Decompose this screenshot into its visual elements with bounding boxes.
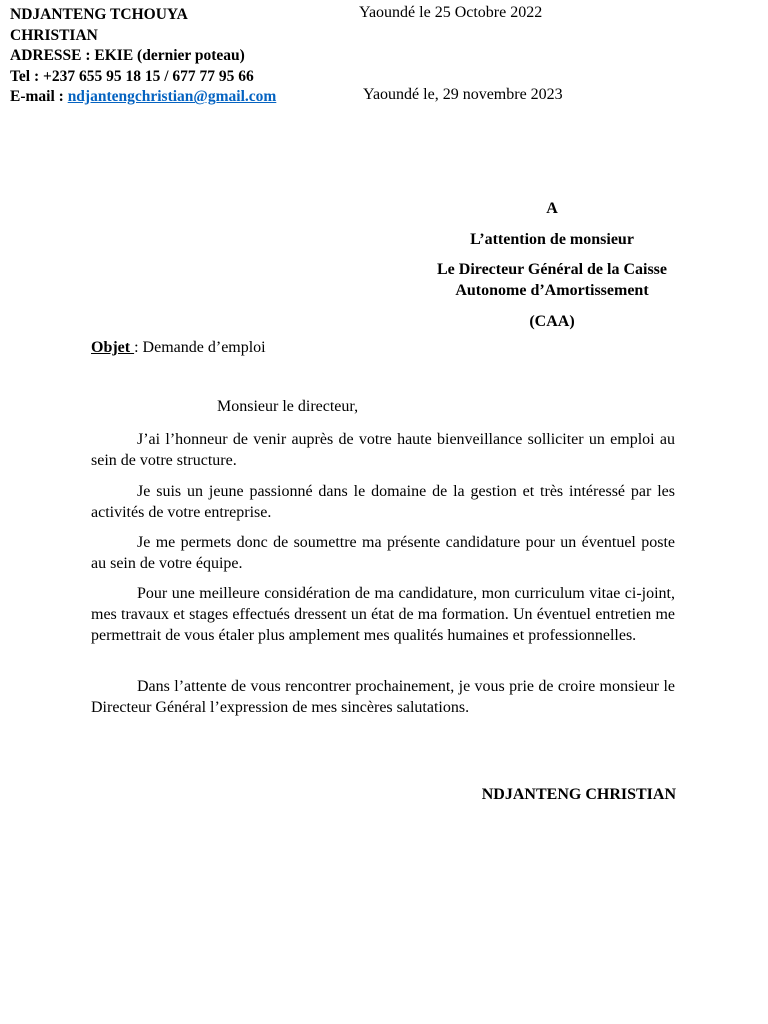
signature: NDJANTENG CHRISTIAN [481,786,676,803]
date-second: Yaoundé le, 29 novembre 2023 [363,86,563,103]
recipient-title-line2: Autonome d’Amortissement [455,282,649,299]
objet-text: : Demande d’emploi [134,339,266,356]
sender-block [10,5,276,108]
recipient-attention: L’attention de monsieur [470,231,634,248]
recipient-acronym: (CAA) [529,313,575,330]
email-link[interactable]: ndjantengchristian@gmail.com [67,88,277,106]
salutation: Monsieur le directeur, [217,398,359,415]
paragraph-5: Dans l’attente de vous rencontrer prochainement, je vous prie de croire monsieur le Directeur Général l’expression de mes sincères salutations. [91,678,675,716]
date-first: Yaoundé le 25 Octobre 2022 [359,4,543,21]
sender-address: ADRESSE : EKIE (dernier poteau) [10,47,245,65]
paragraph-2: Je suis un jeune passionné dans le domaine de la gestion et très intéressé par les activités de votre entreprise. [91,483,675,521]
sender-name-line1: NDJANTENG TCHOUYA [10,6,188,23]
sender-tel: Tel : +237 655 95 18 15 / 677 77 95 66 [10,67,254,85]
sender-name-line2: CHRISTIAN [10,26,98,44]
email-label: E-mail : [10,88,68,106]
objet-line [91,337,675,358]
paragraph-3: Je me permets donc de soumettre ma présente candidature pour un éventuel poste au sein de votre équipe. [91,534,675,572]
recipient-a: A [546,200,558,217]
recipient-title-line1: Le Directeur Général de la Caisse [436,261,668,278]
paragraph-4: Pour une meilleure considération de ma candidature, mon curriculum vitae ci-joint, mes travaux et stages effectués dressent un état de ma formation. Un éventuel entretien me permettrait de vous étaler plus amplement mes qualités humaines et professionnelles. [91,585,675,644]
objet-label: Objet [91,339,135,356]
paragraph-1: J’ai l’honneur de venir auprès de votre haute bienveillance solliciter un emploi au sein de votre structure. [91,431,675,469]
sender-email-line [10,87,276,108]
